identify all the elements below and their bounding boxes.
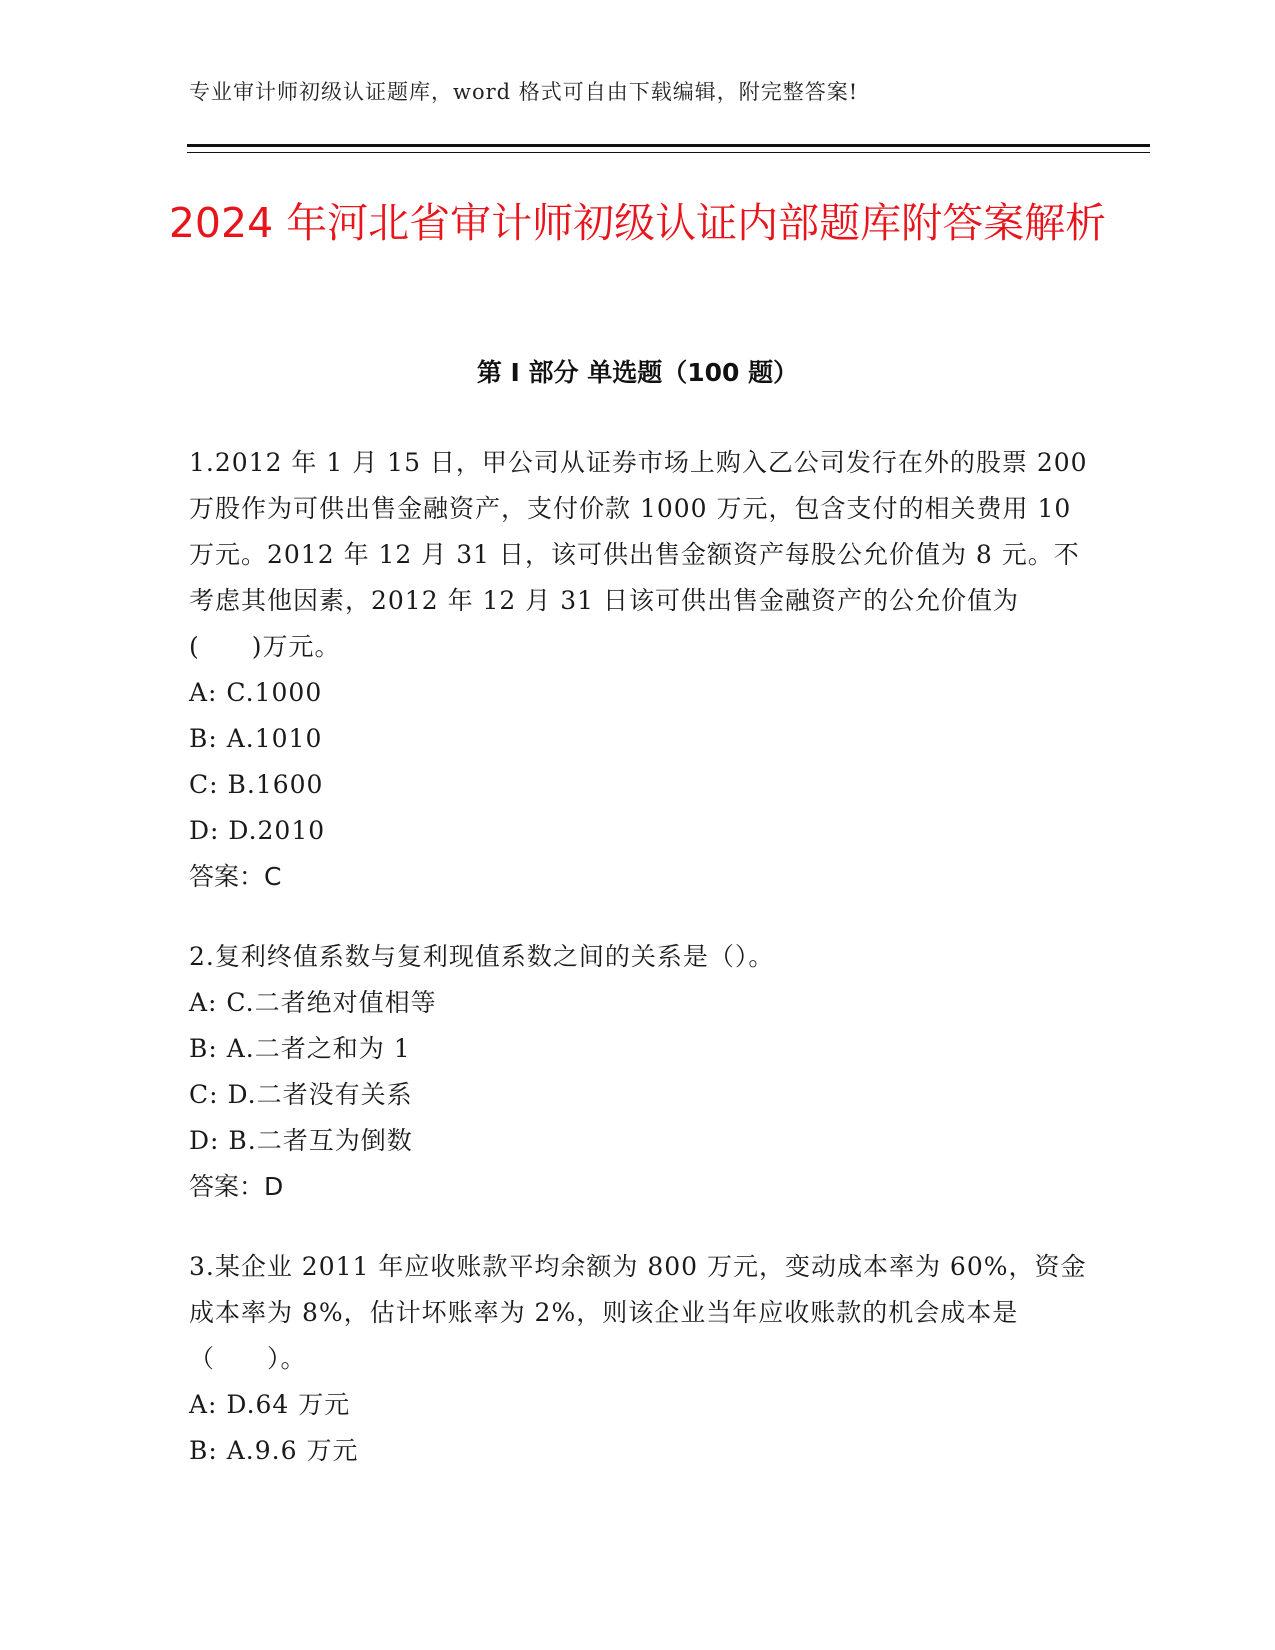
header-note: 专业审计师初级认证题库，word 格式可自由下载编辑，附完整答案! [189, 80, 859, 104]
option-d: D: B.二者互为倒数 [189, 1126, 413, 1155]
header-rule-thick [187, 144, 1150, 147]
question-2 [189, 934, 1089, 1210]
header-rule-thin [187, 152, 1150, 153]
question-stem: 1.2012 年 1 月 15 日，甲公司从证券市场上购入乙公司发行在外的股票 200 万股作为可供出售金融资产，支付价款 1000 万元，包含支付的相关费用 10 万元。2012 年 12 月 31 日，该可供出售金额资产每股公允价值为 8 元。不考虑其他因素，2012 年 12 月 31 日该可供出售金融资产的公允价值为( )万元。 [189, 448, 1088, 661]
option-d: D: D.2010 [189, 816, 326, 845]
question-1 [189, 440, 1089, 900]
option-b: B: A.1010 [189, 724, 323, 753]
document-title: 2024 年河北省审计师初级认证内部题库附答案解析 [168, 199, 1107, 247]
question-stem: 2.复利终值系数与复利现值系数之间的关系是（）。 [189, 942, 775, 971]
question-stem: 3.某企业 2011 年应收账款平均余额为 800 万元，变动成本率为 60%，资金成本率为 8%，估计坏账率为 2%，则该企业当年应收账款的机会成本是（ ）。 [189, 1252, 1087, 1373]
option-c: C: B.1600 [189, 770, 324, 799]
option-a: A: C.1000 [189, 678, 323, 707]
question-3 [189, 1244, 1089, 1474]
option-b: B: A.9.6 万元 [189, 1436, 359, 1465]
section-title: 第 I 部分 单选题（100 题） [476, 358, 799, 387]
question-list [189, 440, 1089, 1508]
answer: 答案：D [189, 1172, 284, 1201]
option-c: C: D.二者没有关系 [189, 1080, 413, 1109]
option-a: A: C.二者绝对值相等 [189, 988, 437, 1017]
answer: 答案：C [189, 862, 282, 891]
option-a: A: D.64 万元 [189, 1390, 351, 1419]
option-b: B: A.二者之和为 1 [189, 1034, 411, 1063]
